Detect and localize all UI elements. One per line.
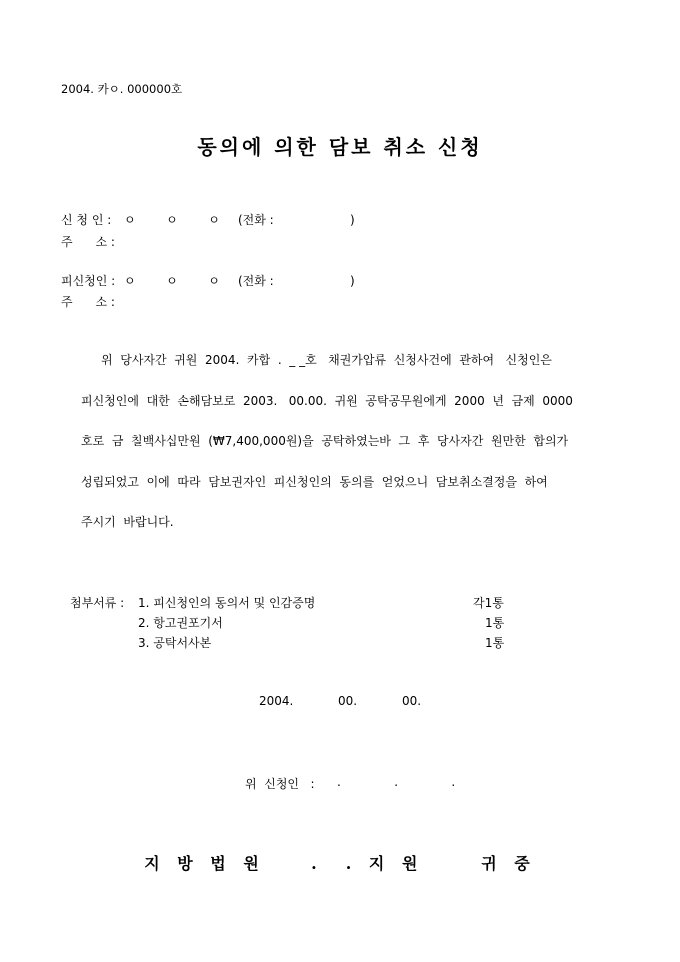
body-line: 호로 금 칠백사십만원 (₩7,400,000원)을 공탁하였는바 그 후 당사자간 원만한 합의가 xyxy=(81,434,569,448)
attachment-count: 1통 xyxy=(485,636,505,650)
attachment-item: 3. 공탁서사본 xyxy=(138,636,212,650)
respondent-label: 피신청인 : xyxy=(61,274,116,288)
body-line: 피신청인에 대한 손해담보로 2003. 00.00. 귀원 공탁공무원에게 2000 년 금제 0000 xyxy=(81,394,573,408)
case-number: 2004. 카ㅇ. 000000호 xyxy=(61,82,183,96)
applicant-address-label: 주 소 : xyxy=(61,235,115,249)
respondent-phone: (전화 : ) xyxy=(238,274,355,288)
attachment-item: 2. 항고권포기서 xyxy=(138,616,223,630)
attachment-item: 1. 피신청인의 동의서 및 인감증명 xyxy=(138,596,316,610)
attachments-label: 첨부서류 : xyxy=(70,596,125,610)
body-line: 주시기 바랍니다. xyxy=(81,515,174,529)
document-title: 동의에 의한 담보 취소 신청 xyxy=(197,135,483,159)
body-line: 위 당사자간 귀원 2004. 카합 . _ _호 채권가압류 신청사건에 관하여 신청인은 xyxy=(101,353,552,367)
respondent-address-label: 주 소 : xyxy=(61,295,115,309)
date-year: 2004. xyxy=(259,694,294,708)
body-line: 성립되었고 이에 따라 담보권자인 피신청인의 동의를 얻었으니 담보취소결정을 하여 xyxy=(81,475,548,489)
applicant-phone: (전화 : ) xyxy=(238,213,355,227)
date-month: 00. xyxy=(338,694,358,708)
signature-dots: . . . xyxy=(337,775,456,789)
signature-label: 위 신청인 : xyxy=(245,777,315,791)
applicant-label: 신 청 인 : xyxy=(61,213,112,227)
applicant-name: ㅇ ㅇ ㅇ xyxy=(124,213,220,227)
court-name: 지 방 법 원 . . 지 원 귀 중 xyxy=(144,854,536,873)
date-day: 00. xyxy=(402,694,422,708)
respondent-name: ㅇ ㅇ ㅇ xyxy=(124,274,220,288)
attachment-count: 1통 xyxy=(485,616,505,630)
attachment-count: 각1통 xyxy=(473,596,504,610)
